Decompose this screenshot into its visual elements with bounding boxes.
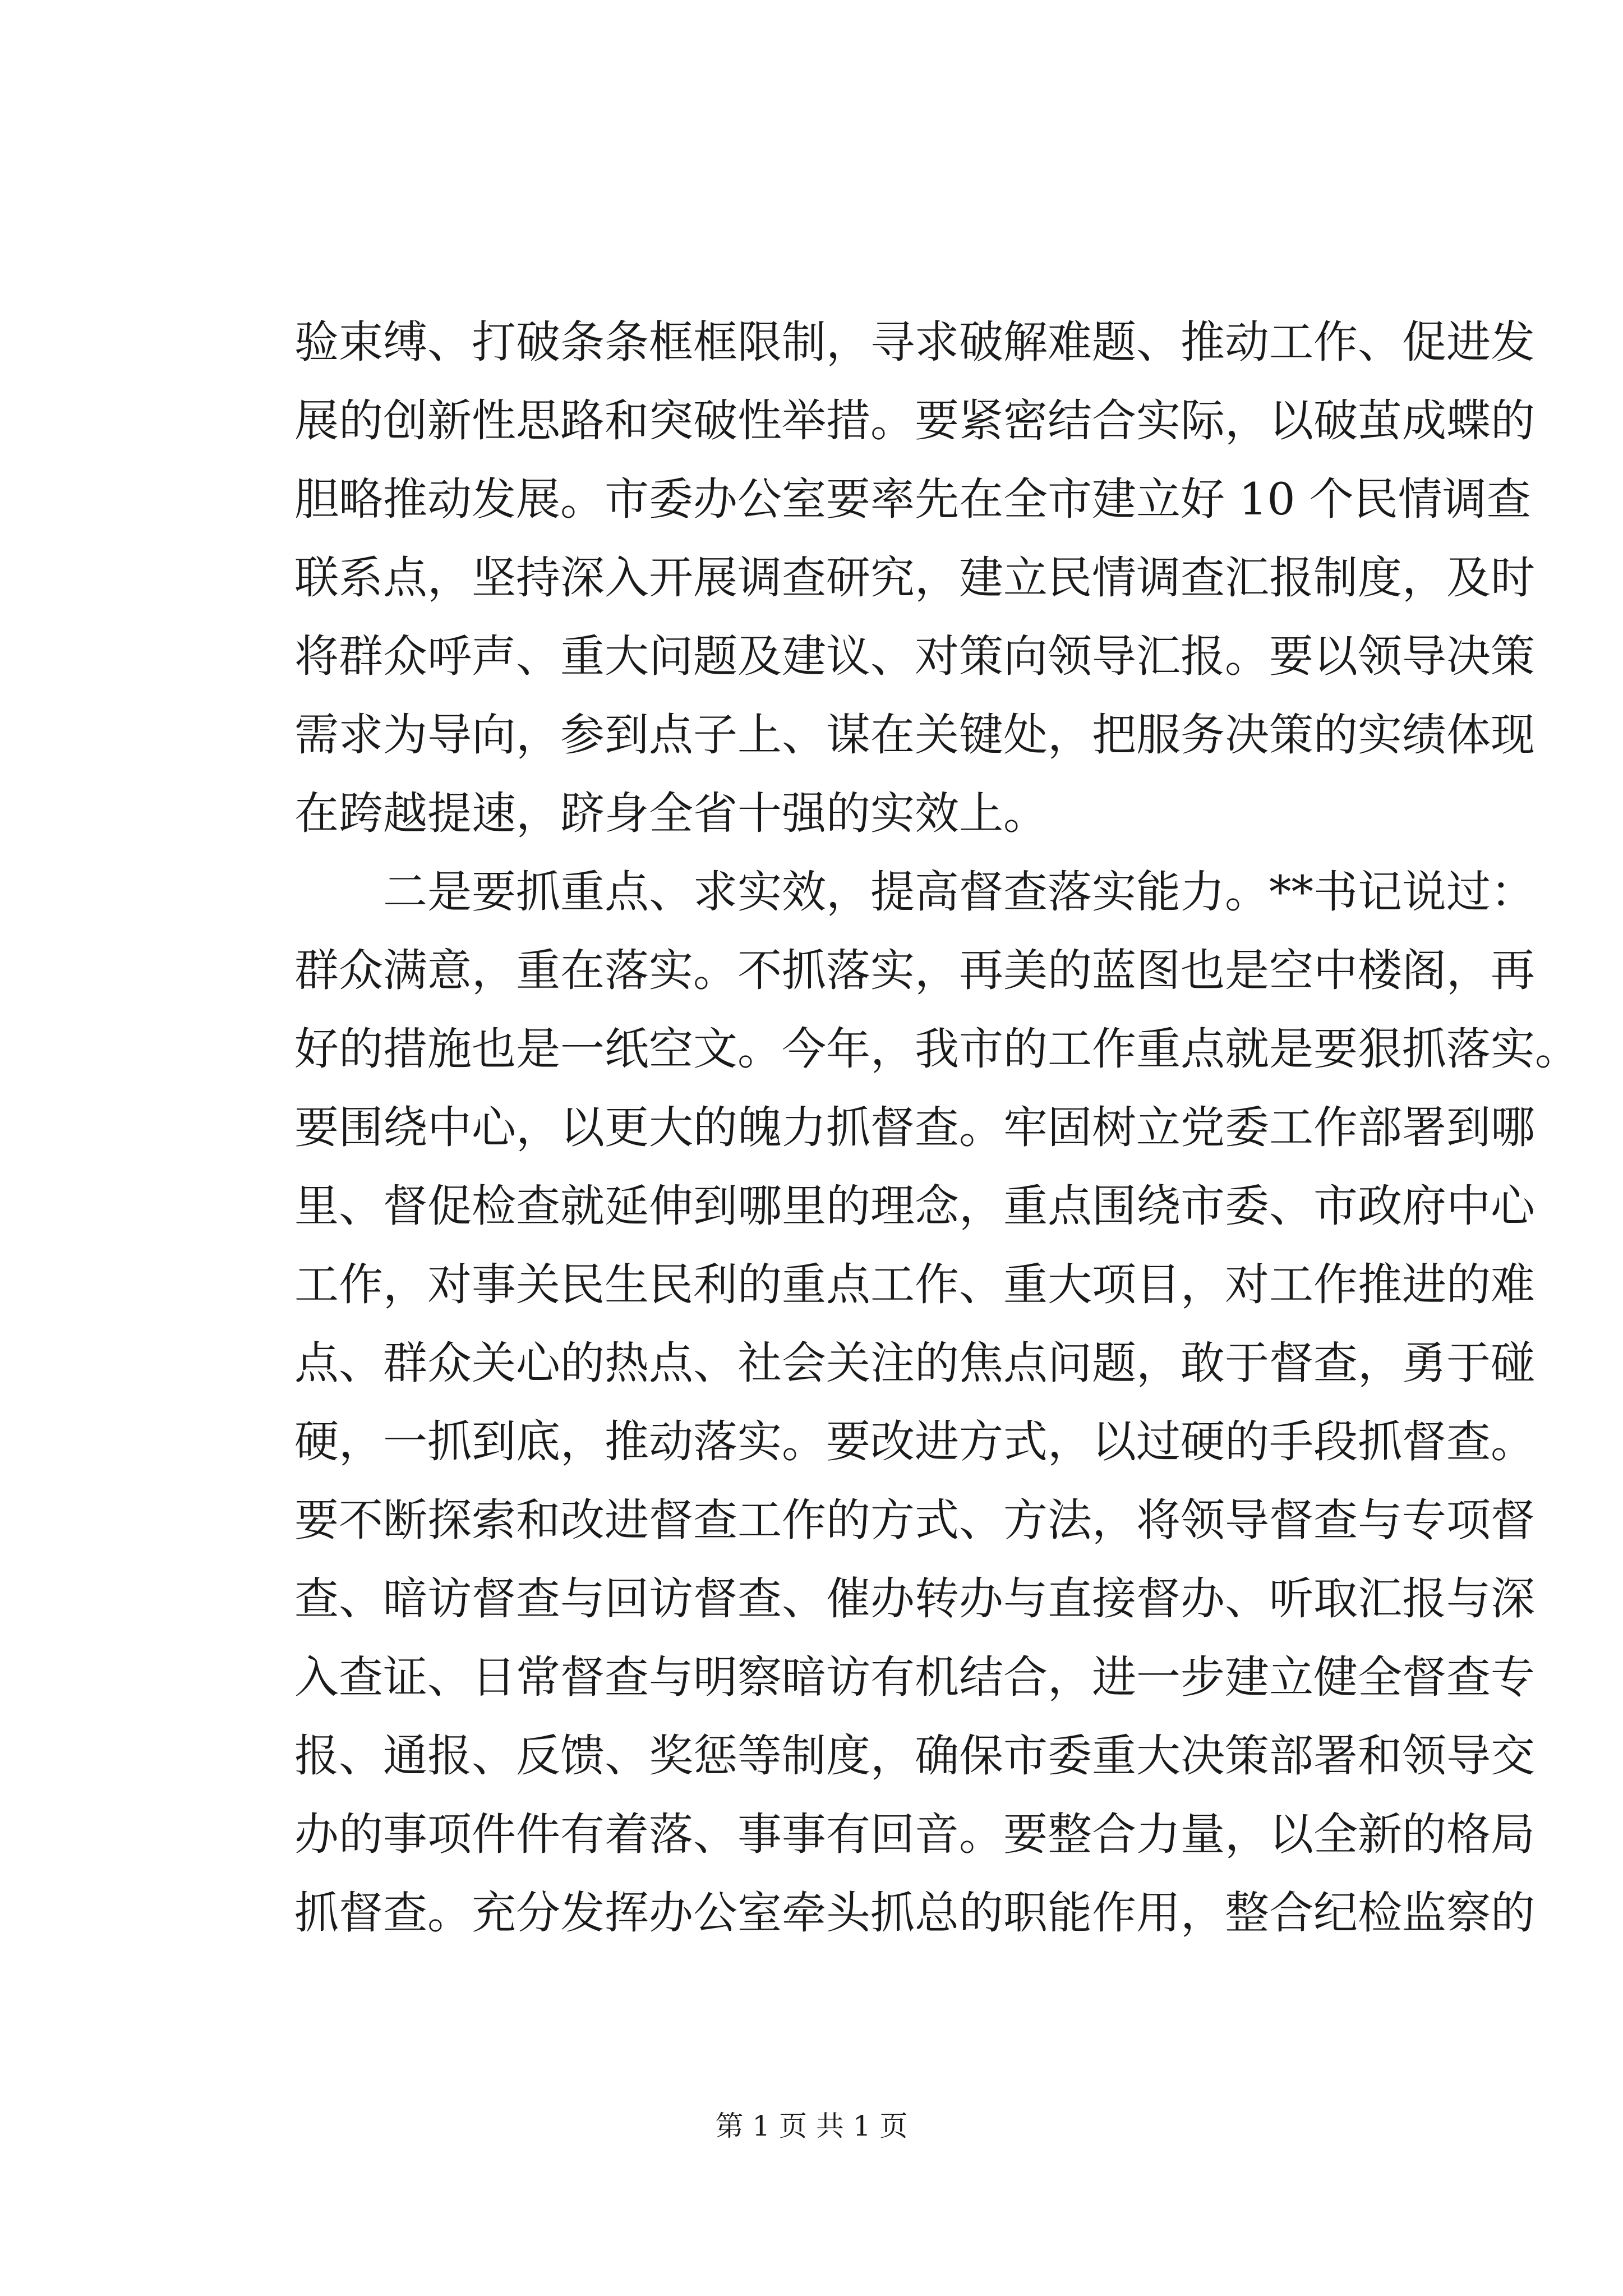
body-line: 工作，对事关民生民利的重点工作、重大项目，对工作推进的难	[294, 1259, 1535, 1310]
page-number-footer: 第 1 页 共 1 页	[715, 2110, 908, 2142]
body-line: 要围绕中心，以更大的魄力抓督查。牢固树立党委工作部署到哪	[294, 1102, 1535, 1153]
body-line: 联系点，坚持深入开展调查研究，建立民情调查汇报制度，及时	[294, 552, 1535, 604]
document-body	[294, 303, 1579, 1952]
body-line: 好的措施也是一纸空文。今年，我市的工作重点就是要狠抓落实。	[294, 1023, 1579, 1075]
body-line: 抓督查。充分发挥办公室牵头抓总的职能作用，整合纪检监察的	[294, 1887, 1535, 1939]
body-line: 报、通报、反馈、奖惩等制度，确保市委重大决策部署和领导交	[294, 1730, 1535, 1782]
body-line: 群众满意，重在落实。不抓落实，再美的蓝图也是空中楼阁，再	[294, 945, 1535, 996]
body-line: 硬，一抓到底，推动落实。要改进方式，以过硬的手段抓督查。	[294, 1416, 1535, 1467]
body-line: 要不断探索和改进督查工作的方式、方法，将领导督查与专项督	[294, 1494, 1535, 1546]
body-line: 点、群众关心的热点、社会关注的焦点问题，敢于督查，勇于碰	[294, 1337, 1535, 1389]
body-line: 需求为导向，参到点子上、谋在关键处，把服务决策的实绩体现	[294, 709, 1535, 761]
body-line: 查、暗访督查与回访督查、催办转办与直接督办、听取汇报与深	[294, 1573, 1535, 1625]
body-line: 胆略推动发展。市委办公室要率先在全市建立好 10 个民情调查	[294, 473, 1531, 525]
body-line-paragraph-start: 二是要抓重点、求实效，提高督查落实能力。**书记说过：	[383, 866, 1535, 918]
body-line: 里、督促检查就延伸到哪里的理念，重点围绕市委、市政府中心	[294, 1180, 1535, 1232]
body-line: 验束缚、打破条条框框限制，寻求破解难题、推动工作、促进发	[294, 316, 1535, 368]
body-line: 办的事项件件有着落、事事有回音。要整合力量，以全新的格局	[294, 1809, 1535, 1860]
body-line: 展的创新性思路和突破性举措。要紧密结合实际，以破茧成蝶的	[294, 395, 1535, 447]
body-line: 入查证、日常督查与明察暗访有机结合，进一步建立健全督查专	[294, 1651, 1535, 1703]
body-line: 将群众呼声、重大问题及建议、对策向领导汇报。要以领导决策	[294, 631, 1535, 682]
body-line-paragraph-end: 在跨越提速，跻身全省十强的实效上。	[294, 788, 1048, 839]
